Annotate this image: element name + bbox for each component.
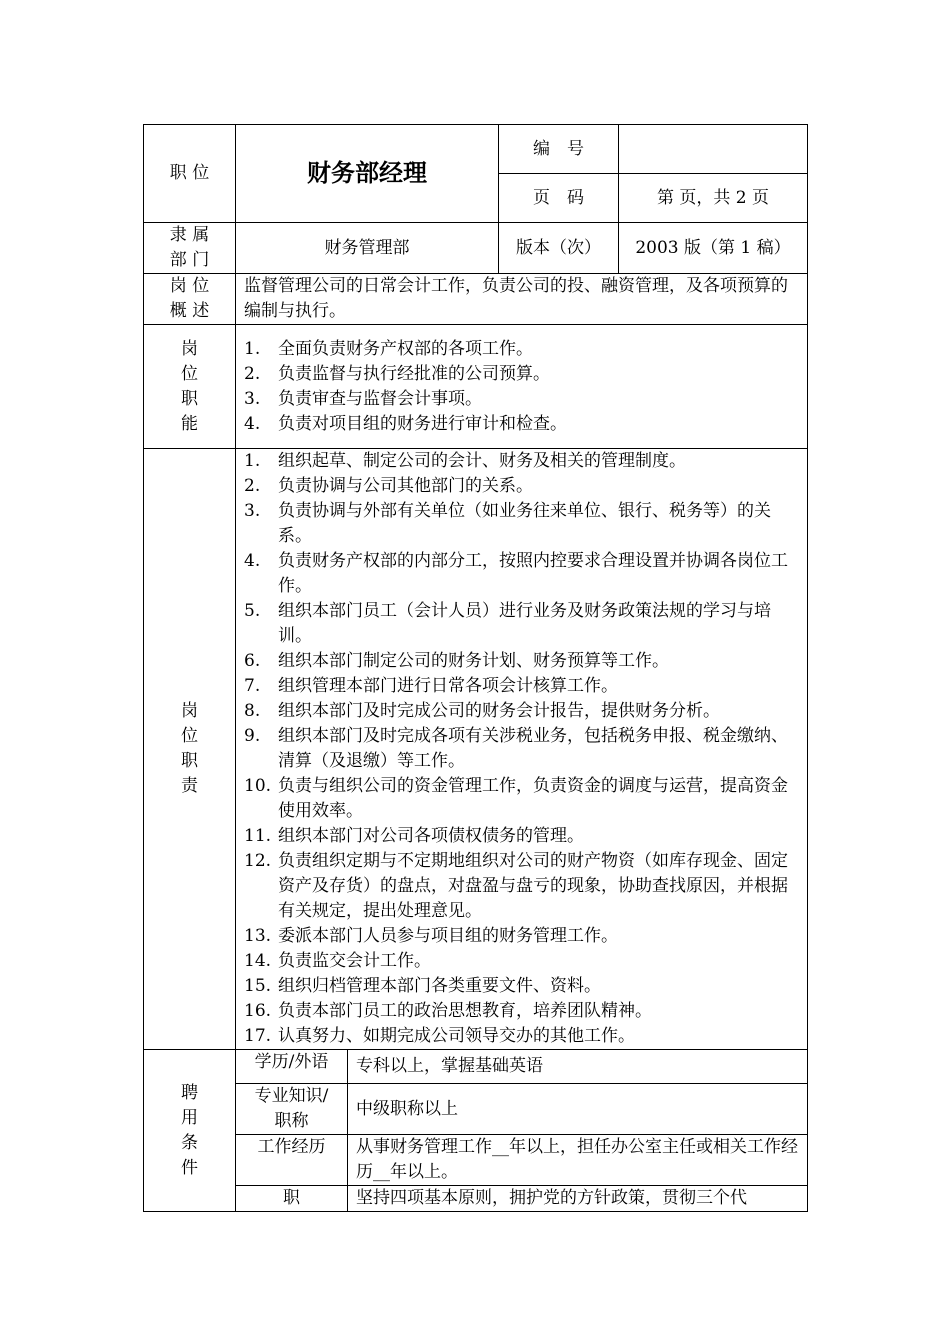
hiring-key: 学历/外语 bbox=[236, 1050, 348, 1084]
list-item bbox=[244, 724, 799, 774]
item-number: 8. bbox=[244, 701, 261, 721]
list-item bbox=[244, 849, 799, 924]
duties-list-cell bbox=[236, 449, 808, 1050]
item-number: 4. bbox=[244, 551, 261, 571]
hiring-label-char: 件 bbox=[181, 1157, 198, 1178]
list-item bbox=[244, 774, 799, 824]
page-label: 页 码 bbox=[499, 174, 619, 223]
code-value bbox=[619, 125, 808, 174]
item-number: 5. bbox=[244, 601, 261, 621]
duties-label-char: 位 bbox=[181, 726, 198, 746]
list-item bbox=[244, 924, 799, 949]
hiring-label bbox=[144, 1050, 236, 1212]
item-number: 7. bbox=[244, 676, 261, 696]
functions-list-cell bbox=[236, 325, 808, 449]
hiring-key bbox=[236, 1084, 348, 1135]
list-item bbox=[244, 599, 799, 649]
item-text: 负责协调与外部有关单位（如业务往来单位、银行、税务等）的关系。 bbox=[278, 501, 771, 546]
list-item bbox=[244, 649, 799, 674]
list-item bbox=[244, 412, 799, 437]
item-text: 负责对项目组的财务进行审计和检查。 bbox=[278, 413, 567, 434]
item-text: 组织本部门及时完成各项有关涉税业务，包括税务申报、税金缴纳、清算（及退缴）等工作。 bbox=[278, 726, 788, 771]
position-label: 职 位 bbox=[144, 125, 236, 223]
overview-text: 监督管理公司的日常会计工作，负责公司的投、融资管理，及各项预算的编制与执行。 bbox=[236, 274, 808, 325]
version-label: 版本（次） bbox=[499, 223, 619, 274]
item-number: 9. bbox=[244, 726, 261, 746]
overview-label bbox=[144, 274, 236, 325]
duties-label bbox=[144, 449, 236, 1050]
item-number: 6. bbox=[244, 651, 261, 671]
code-label: 编 号 bbox=[499, 125, 619, 174]
item-text: 负责财务产权部的内部分工，按照内控要求合理设置并协调各岗位工作。 bbox=[278, 551, 788, 596]
hiring-value: 专科以上，掌握基础英语 bbox=[348, 1050, 808, 1084]
item-number: 4. bbox=[244, 413, 261, 434]
department-value: 财务管理部 bbox=[236, 223, 499, 274]
item-number: 11. bbox=[244, 826, 272, 846]
duties-label-char: 职 bbox=[181, 751, 198, 771]
item-number: 15. bbox=[244, 976, 272, 996]
hiring-label-char: 条 bbox=[181, 1132, 198, 1153]
item-text: 组织管理本部门进行日常各项会计核算工作。 bbox=[278, 676, 618, 696]
item-number: 1. bbox=[244, 338, 261, 359]
hiring-value: 坚持四项基本原则，拥护党的方针政策，贯彻三个代 bbox=[348, 1186, 808, 1212]
functions-label bbox=[144, 325, 236, 449]
hiring-value: 中级职称以上 bbox=[348, 1084, 808, 1135]
department-label-line1: 隶 属 bbox=[169, 225, 210, 245]
item-number: 2. bbox=[244, 363, 261, 384]
functions-label-char: 职 bbox=[181, 388, 198, 409]
list-item bbox=[244, 1024, 799, 1049]
department-label bbox=[144, 223, 236, 274]
item-text: 负责组织定期与不定期地组织对公司的财产物资（如库存现金、固定资产及存货）的盘点，对盘盈与盘亏的现象，协助查找原因，并根据有关规定，提出处理意见。 bbox=[278, 851, 788, 921]
list-item bbox=[244, 337, 799, 362]
item-number: 3. bbox=[244, 501, 261, 521]
hiring-key: 职 bbox=[236, 1186, 348, 1212]
list-item bbox=[244, 999, 799, 1024]
item-text: 全面负责财务产权部的各项工作。 bbox=[278, 338, 533, 359]
list-item bbox=[244, 499, 799, 549]
functions-list bbox=[244, 337, 799, 437]
functions-label-char: 岗 bbox=[181, 338, 198, 359]
duties-list bbox=[244, 449, 799, 1049]
list-item bbox=[244, 362, 799, 387]
job-description-table bbox=[143, 124, 807, 1212]
list-item bbox=[244, 974, 799, 999]
item-number: 14. bbox=[244, 951, 272, 971]
functions-label-char: 能 bbox=[181, 413, 198, 434]
item-text: 组织本部门对公司各项债权债务的管理。 bbox=[278, 826, 584, 846]
hiring-key: 工作经历 bbox=[236, 1135, 348, 1186]
item-text: 负责本部门员工的政治思想教育，培养团队精神。 bbox=[278, 1001, 652, 1021]
item-number: 16. bbox=[244, 1001, 272, 1021]
overview-label-line1: 岗 位 bbox=[169, 276, 210, 296]
list-item bbox=[244, 824, 799, 849]
main-table bbox=[143, 124, 808, 1212]
item-text: 负责监督与执行经批准的公司预算。 bbox=[278, 363, 550, 384]
list-item bbox=[244, 449, 799, 474]
item-number: 2. bbox=[244, 476, 261, 496]
item-text: 委派本部门人员参与项目组的财务管理工作。 bbox=[278, 926, 618, 946]
list-item bbox=[244, 674, 799, 699]
overview-label-line2: 概 述 bbox=[169, 301, 210, 321]
hiring-key-text: 专业知识/职称 bbox=[254, 1086, 329, 1131]
list-item bbox=[244, 387, 799, 412]
item-number: 3. bbox=[244, 388, 261, 409]
page-value: 第 页，共 2 页 bbox=[619, 174, 808, 223]
hiring-label-char: 聘 bbox=[181, 1082, 198, 1103]
department-label-line2: 部 门 bbox=[169, 250, 210, 270]
version-value: 2003 版（第 1 稿） bbox=[619, 223, 808, 274]
page-title: 财务部经理 bbox=[236, 125, 499, 223]
duties-label-char: 责 bbox=[181, 776, 198, 796]
item-text: 认真努力、如期完成公司领导交办的其他工作。 bbox=[278, 1026, 635, 1046]
item-text: 负责审查与监督会计事项。 bbox=[278, 388, 482, 409]
duties-label-char: 岗 bbox=[181, 701, 198, 721]
item-text: 组织起草、制定公司的会计、财务及相关的管理制度。 bbox=[278, 451, 686, 471]
item-number: 17. bbox=[244, 1026, 272, 1046]
item-text: 组织本部门及时完成公司的财务会计报告，提供财务分析。 bbox=[278, 701, 720, 721]
functions-label-char: 位 bbox=[181, 363, 198, 384]
item-text: 负责与组织公司的资金管理工作，负责资金的调度与运营，提高资金使用效率。 bbox=[278, 776, 788, 821]
item-text: 组织归档管理本部门各类重要文件、资料。 bbox=[278, 976, 601, 996]
list-item bbox=[244, 949, 799, 974]
list-item bbox=[244, 699, 799, 724]
list-item bbox=[244, 549, 799, 599]
list-item bbox=[244, 474, 799, 499]
item-text: 负责协调与公司其他部门的关系。 bbox=[278, 476, 533, 496]
item-number: 1. bbox=[244, 451, 261, 471]
hiring-value: 从事财务管理工作__年以上，担任办公室主任或相关工作经历__年以上。 bbox=[348, 1135, 808, 1186]
item-number: 12. bbox=[244, 851, 272, 871]
item-number: 13. bbox=[244, 926, 272, 946]
item-text: 组织本部门制定公司的财务计划、财务预算等工作。 bbox=[278, 651, 669, 671]
item-text: 组织本部门员工（会计人员）进行业务及财务政策法规的学习与培训。 bbox=[278, 601, 771, 646]
item-text: 负责监交会计工作。 bbox=[278, 951, 431, 971]
item-number: 10. bbox=[244, 776, 272, 796]
hiring-label-char: 用 bbox=[181, 1107, 198, 1128]
